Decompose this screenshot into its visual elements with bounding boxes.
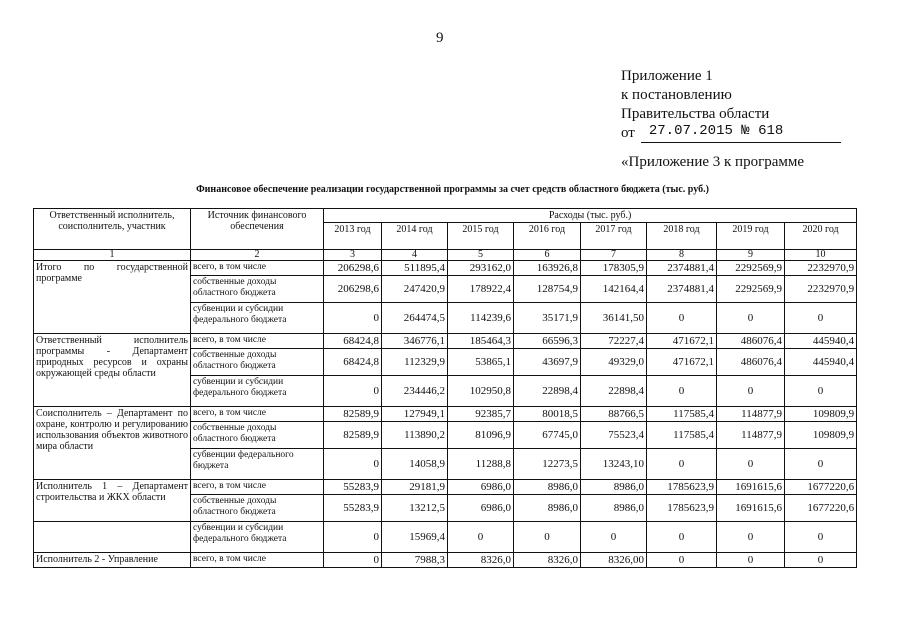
year-header: 2014 год xyxy=(382,223,448,250)
value-cell: 8986,0 xyxy=(581,480,647,495)
year-header: 2017 год xyxy=(581,223,647,250)
program-note: «Приложение 3 к программе xyxy=(621,154,805,170)
value-cell: 6986,0 xyxy=(448,480,514,495)
year-header: 2020 год xyxy=(785,223,857,250)
value-cell: 49329,0 xyxy=(581,349,647,376)
responsible-cell: Итого по государственной программе xyxy=(34,261,191,334)
value-cell: 1691615,6 xyxy=(717,480,785,495)
value-cell: 92385,7 xyxy=(448,407,514,422)
source-cell: всего, в том числе xyxy=(191,334,324,349)
value-cell: 0 xyxy=(785,376,857,407)
appendix-date-line xyxy=(621,124,841,143)
column-index: 2 xyxy=(191,250,324,261)
responsible-cell: Ответственный исполнитель программы - Департамент природных ресурсов и охраны окружающей среды области xyxy=(34,334,191,407)
source-cell: собственные доходы областного бюджета xyxy=(191,349,324,376)
value-cell: 113890,2 xyxy=(382,422,448,449)
year-header: 2018 год xyxy=(647,223,717,250)
column-index: 7 xyxy=(581,250,647,261)
column-index: 10 xyxy=(785,250,857,261)
value-cell: 0 xyxy=(647,376,717,407)
value-cell: 163926,8 xyxy=(514,261,581,276)
value-cell: 0 xyxy=(581,522,647,553)
value-cell: 2292569,9 xyxy=(717,276,785,303)
value-cell: 178922,4 xyxy=(448,276,514,303)
appendix-line-3: Правительства области xyxy=(621,106,770,122)
appendix-date-field xyxy=(641,125,841,143)
value-cell: 127949,1 xyxy=(382,407,448,422)
value-cell: 293162,0 xyxy=(448,261,514,276)
value-cell: 0 xyxy=(717,303,785,334)
column-index: 6 xyxy=(514,250,581,261)
value-cell: 68424,8 xyxy=(324,349,382,376)
value-cell: 112329,9 xyxy=(382,349,448,376)
value-cell: 206298,6 xyxy=(324,261,382,276)
value-cell: 81096,9 xyxy=(448,422,514,449)
value-cell: 35171,9 xyxy=(514,303,581,334)
value-cell: 0 xyxy=(448,522,514,553)
column-index: 1 xyxy=(34,250,191,261)
value-cell: 178305,9 xyxy=(581,261,647,276)
value-cell: 13243,10 xyxy=(581,449,647,480)
value-cell: 0 xyxy=(647,553,717,568)
source-cell: субвенции и субсидии федерального бюджета xyxy=(191,522,324,553)
value-cell: 185464,3 xyxy=(448,334,514,349)
year-header: 2015 год xyxy=(448,223,514,250)
column-index: 5 xyxy=(448,250,514,261)
value-cell: 234446,2 xyxy=(382,376,448,407)
value-cell: 6986,0 xyxy=(448,495,514,522)
value-cell: 15969,4 xyxy=(382,522,448,553)
column-index: 9 xyxy=(717,250,785,261)
value-cell: 0 xyxy=(785,303,857,334)
value-cell: 0 xyxy=(324,522,382,553)
year-header: 2016 год xyxy=(514,223,581,250)
value-cell: 511895,4 xyxy=(382,261,448,276)
value-cell: 12273,5 xyxy=(514,449,581,480)
table-row xyxy=(34,553,857,568)
value-cell: 114239,6 xyxy=(448,303,514,334)
value-cell: 445940,4 xyxy=(785,349,857,376)
responsible-cell: Исполнитель 2 - Управление xyxy=(34,553,191,568)
value-cell: 114877,9 xyxy=(717,422,785,449)
value-cell: 0 xyxy=(324,449,382,480)
value-cell: 55283,9 xyxy=(324,480,382,495)
page-number: 9 xyxy=(436,30,444,46)
value-cell: 8326,0 xyxy=(514,553,581,568)
source-cell: всего, в том числе xyxy=(191,407,324,422)
column-index-row xyxy=(34,250,857,261)
value-cell: 0 xyxy=(717,449,785,480)
value-cell: 1785623,9 xyxy=(647,495,717,522)
header-row xyxy=(34,209,857,223)
value-cell: 36141,50 xyxy=(581,303,647,334)
year-header: 2019 год xyxy=(717,223,785,250)
source-cell: всего, в том числе xyxy=(191,480,324,495)
value-cell: 55283,9 xyxy=(324,495,382,522)
value-cell: 22898,4 xyxy=(514,376,581,407)
source-cell: собственные доходы областного бюджета xyxy=(191,276,324,303)
table-row xyxy=(34,261,857,276)
header-source: Источник финансового обеспечения xyxy=(191,209,324,250)
value-cell: 142164,4 xyxy=(581,276,647,303)
value-cell: 109809,9 xyxy=(785,407,857,422)
value-cell: 22898,4 xyxy=(581,376,647,407)
value-cell: 0 xyxy=(324,303,382,334)
value-cell: 0 xyxy=(647,303,717,334)
value-cell: 0 xyxy=(514,522,581,553)
value-cell: 114877,9 xyxy=(717,407,785,422)
table-row xyxy=(34,334,857,349)
value-cell: 0 xyxy=(647,449,717,480)
value-cell: 29181,9 xyxy=(382,480,448,495)
source-cell: всего, в том числе xyxy=(191,261,324,276)
value-cell: 0 xyxy=(324,553,382,568)
value-cell: 346776,1 xyxy=(382,334,448,349)
value-cell: 1691615,6 xyxy=(717,495,785,522)
appendix-date-value: 27.07.2015 № 618 xyxy=(648,123,784,139)
value-cell: 72227,4 xyxy=(581,334,647,349)
value-cell: 0 xyxy=(324,376,382,407)
value-cell: 486076,4 xyxy=(717,334,785,349)
source-cell: субвенции и субсидии федерального бюджета xyxy=(191,376,324,407)
value-cell: 88766,5 xyxy=(581,407,647,422)
value-cell: 445940,4 xyxy=(785,334,857,349)
value-cell: 2292569,9 xyxy=(717,261,785,276)
value-cell: 13212,5 xyxy=(382,495,448,522)
value-cell: 117585,4 xyxy=(647,422,717,449)
value-cell: 0 xyxy=(785,449,857,480)
value-cell: 68424,8 xyxy=(324,334,382,349)
value-cell: 2374881,4 xyxy=(647,276,717,303)
value-cell: 1785623,9 xyxy=(647,480,717,495)
column-index: 8 xyxy=(647,250,717,261)
value-cell: 2232970,9 xyxy=(785,276,857,303)
value-cell: 7988,3 xyxy=(382,553,448,568)
value-cell: 0 xyxy=(717,553,785,568)
value-cell: 0 xyxy=(647,522,717,553)
value-cell: 264474,5 xyxy=(382,303,448,334)
finance-table xyxy=(33,208,857,568)
value-cell: 128754,9 xyxy=(514,276,581,303)
value-cell: 11288,8 xyxy=(448,449,514,480)
source-cell: субвенции федерального бюджета xyxy=(191,449,324,480)
value-cell: 206298,6 xyxy=(324,276,382,303)
value-cell: 117585,4 xyxy=(647,407,717,422)
value-cell: 8326,00 xyxy=(581,553,647,568)
value-cell: 102950,8 xyxy=(448,376,514,407)
source-cell: собственные доходы областного бюджета xyxy=(191,422,324,449)
value-cell: 471672,1 xyxy=(647,334,717,349)
value-cell: 53865,1 xyxy=(448,349,514,376)
value-cell: 14058,9 xyxy=(382,449,448,480)
appendix-line-2: к постановлению xyxy=(621,87,732,103)
table-row xyxy=(34,407,857,422)
value-cell: 75523,4 xyxy=(581,422,647,449)
value-cell: 0 xyxy=(785,522,857,553)
value-cell: 2374881,4 xyxy=(647,261,717,276)
value-cell: 66596,3 xyxy=(514,334,581,349)
responsible-cell: Исполнитель 1 – Департамент строительства и ЖКХ области xyxy=(34,480,191,522)
table-row xyxy=(34,480,857,495)
value-cell: 82589,9 xyxy=(324,407,382,422)
source-cell: всего, в том числе xyxy=(191,553,324,568)
header-expenses: Расходы (тыс. руб.) xyxy=(324,209,857,223)
value-cell: 0 xyxy=(717,376,785,407)
year-header: 2013 год xyxy=(324,223,382,250)
value-cell: 109809,9 xyxy=(785,422,857,449)
value-cell: 471672,1 xyxy=(647,349,717,376)
value-cell: 2232970,9 xyxy=(785,261,857,276)
source-cell: субвенции и субсидии федерального бюджета xyxy=(191,303,324,334)
value-cell: 1677220,6 xyxy=(785,495,857,522)
value-cell: 1677220,6 xyxy=(785,480,857,495)
value-cell: 80018,5 xyxy=(514,407,581,422)
value-cell: 8326,0 xyxy=(448,553,514,568)
responsible-cell: Соисполнитель – Департамент по охране, контролю и регулированию использования объектов животного мира области xyxy=(34,407,191,480)
value-cell: 0 xyxy=(785,553,857,568)
value-cell: 43697,9 xyxy=(514,349,581,376)
value-cell: 67745,0 xyxy=(514,422,581,449)
value-cell: 8986,0 xyxy=(514,495,581,522)
value-cell: 486076,4 xyxy=(717,349,785,376)
value-cell: 0 xyxy=(717,522,785,553)
appendix-date-prefix: от xyxy=(621,125,635,141)
column-index: 4 xyxy=(382,250,448,261)
appendix-line-1: Приложение 1 xyxy=(621,68,713,84)
value-cell: 8986,0 xyxy=(514,480,581,495)
value-cell: 8986,0 xyxy=(581,495,647,522)
value-cell: 82589,9 xyxy=(324,422,382,449)
header-responsible: Ответственный исполнитель, соисполнитель, участник xyxy=(34,209,191,250)
value-cell: 247420,9 xyxy=(382,276,448,303)
document-title: Финансовое обеспечение реализации государственной программы за счет средств областного бюджета (тыс. руб.) xyxy=(196,184,709,195)
appendix-block xyxy=(621,67,841,143)
source-cell: собственные доходы областного бюджета xyxy=(191,495,324,522)
column-index: 3 xyxy=(324,250,382,261)
table-row xyxy=(34,522,857,553)
responsible-cell xyxy=(34,522,191,553)
